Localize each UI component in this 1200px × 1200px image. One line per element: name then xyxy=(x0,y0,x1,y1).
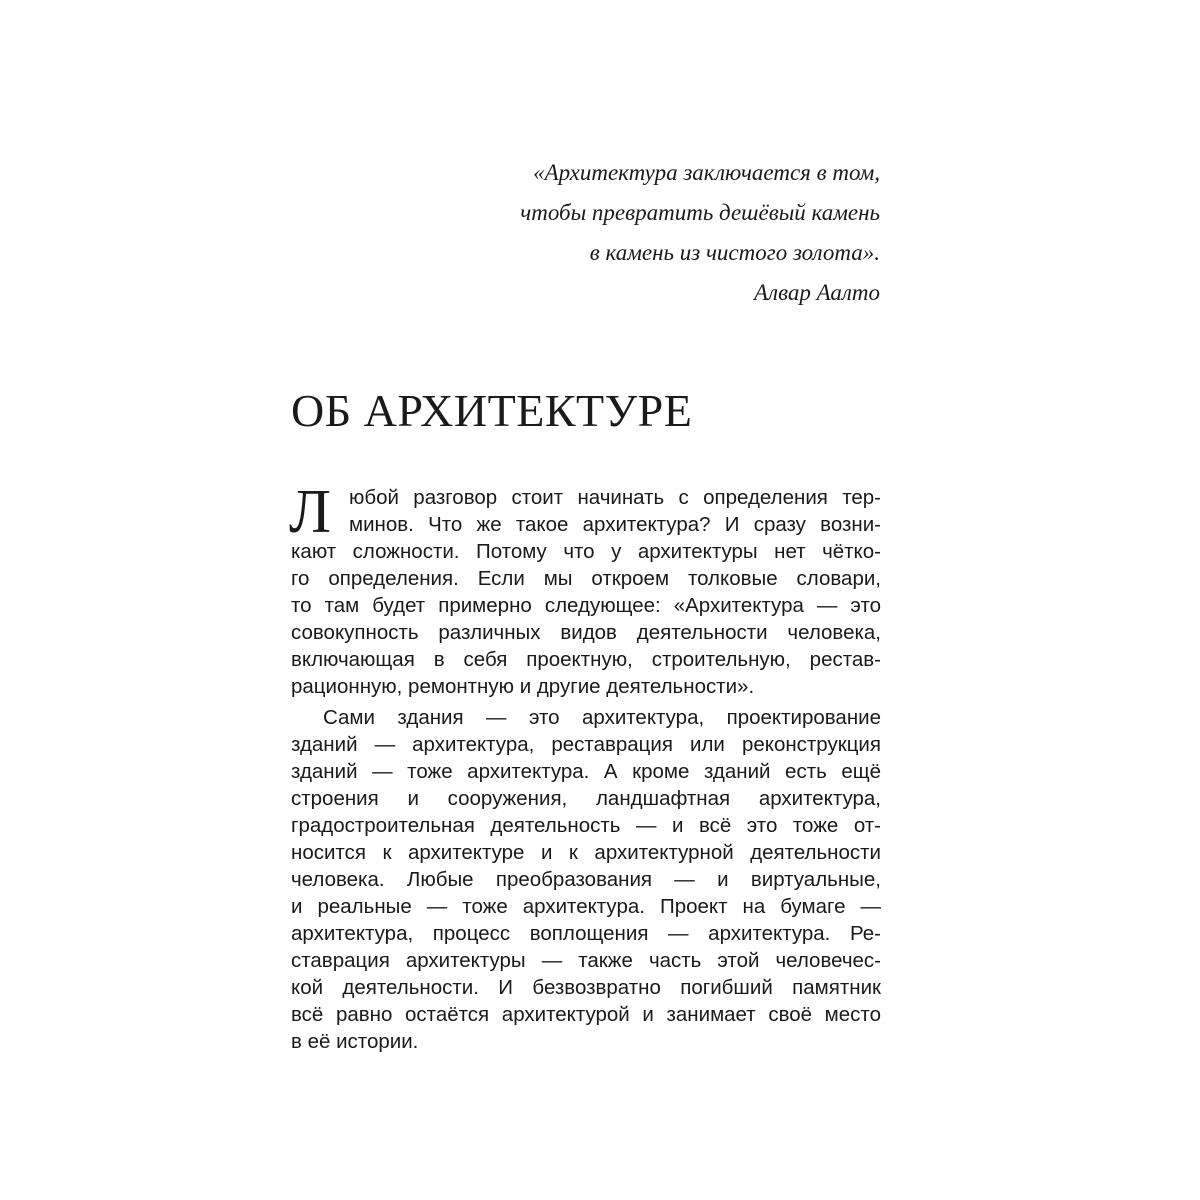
epigraph-author: Алвар Аалто xyxy=(754,280,880,305)
text-line: ставрация архитектуры — также часть этой человечес- xyxy=(291,949,881,972)
paragraph-2 xyxy=(291,704,881,1055)
text-line: всё равно остаётся архитектурой и занимает своё место xyxy=(291,1003,881,1026)
text-line: включающая в себя проектную, строительную, рестав- xyxy=(291,648,881,671)
drop-cap: Л xyxy=(289,478,332,546)
paragraph-1 xyxy=(289,478,881,700)
text-line: зданий — архитектура, реставрация или реконструкция xyxy=(291,733,881,756)
text-line: минов. Что же такое архитектура? И сразу возни- xyxy=(349,513,881,536)
text-line: кают сложности. Потому что у архитектуры нет чётко- xyxy=(291,540,881,563)
text-line: носится к архитектуре и к архитектурной деятельности xyxy=(291,841,881,864)
epigraph xyxy=(520,153,880,313)
text-line: юбой разговор стоит начинать с определения тер- xyxy=(349,486,881,509)
text-line: рационную, ремонтную и другие деятельности». xyxy=(291,675,755,698)
chapter-title: ОБ АРХИТЕКТУРЕ xyxy=(291,385,693,436)
text-line: зданий — тоже архитектура. А кроме зданий есть ещё xyxy=(291,760,881,783)
chapter-body xyxy=(289,478,881,1055)
text-line: человека. Любые преобразования — и виртуальные, xyxy=(291,868,881,891)
text-line: архитектура, процесс воплощения — архитектура. Ре- xyxy=(291,922,881,945)
text-line: кой деятельности. И безвозвратно погибший памятник xyxy=(291,976,881,999)
text-line: совокупность различных видов деятельности человека, xyxy=(291,621,881,644)
text-line: градостроительная деятельность — и всё это тоже от- xyxy=(291,814,881,837)
text-line: и реальные — тоже архитектура. Проект на бумаге — xyxy=(291,895,881,918)
text-line: го определения. Если мы откроем толковые словари, xyxy=(291,567,881,590)
epigraph-line: чтобы превратить дешёвый камень xyxy=(520,200,880,225)
text-line: в её истории. xyxy=(291,1030,419,1053)
epigraph-line: «Архитектура заключается в том, xyxy=(533,160,880,185)
text-line: Сами здания — это архитектура, проектирование xyxy=(323,706,881,729)
epigraph-line: в камень из чистого золота». xyxy=(589,240,880,265)
text-line: то там будет примерно следующее: «Архитектура — это xyxy=(291,594,881,617)
text-line: строения и сооружения, ландшафтная архитектура, xyxy=(291,787,881,810)
